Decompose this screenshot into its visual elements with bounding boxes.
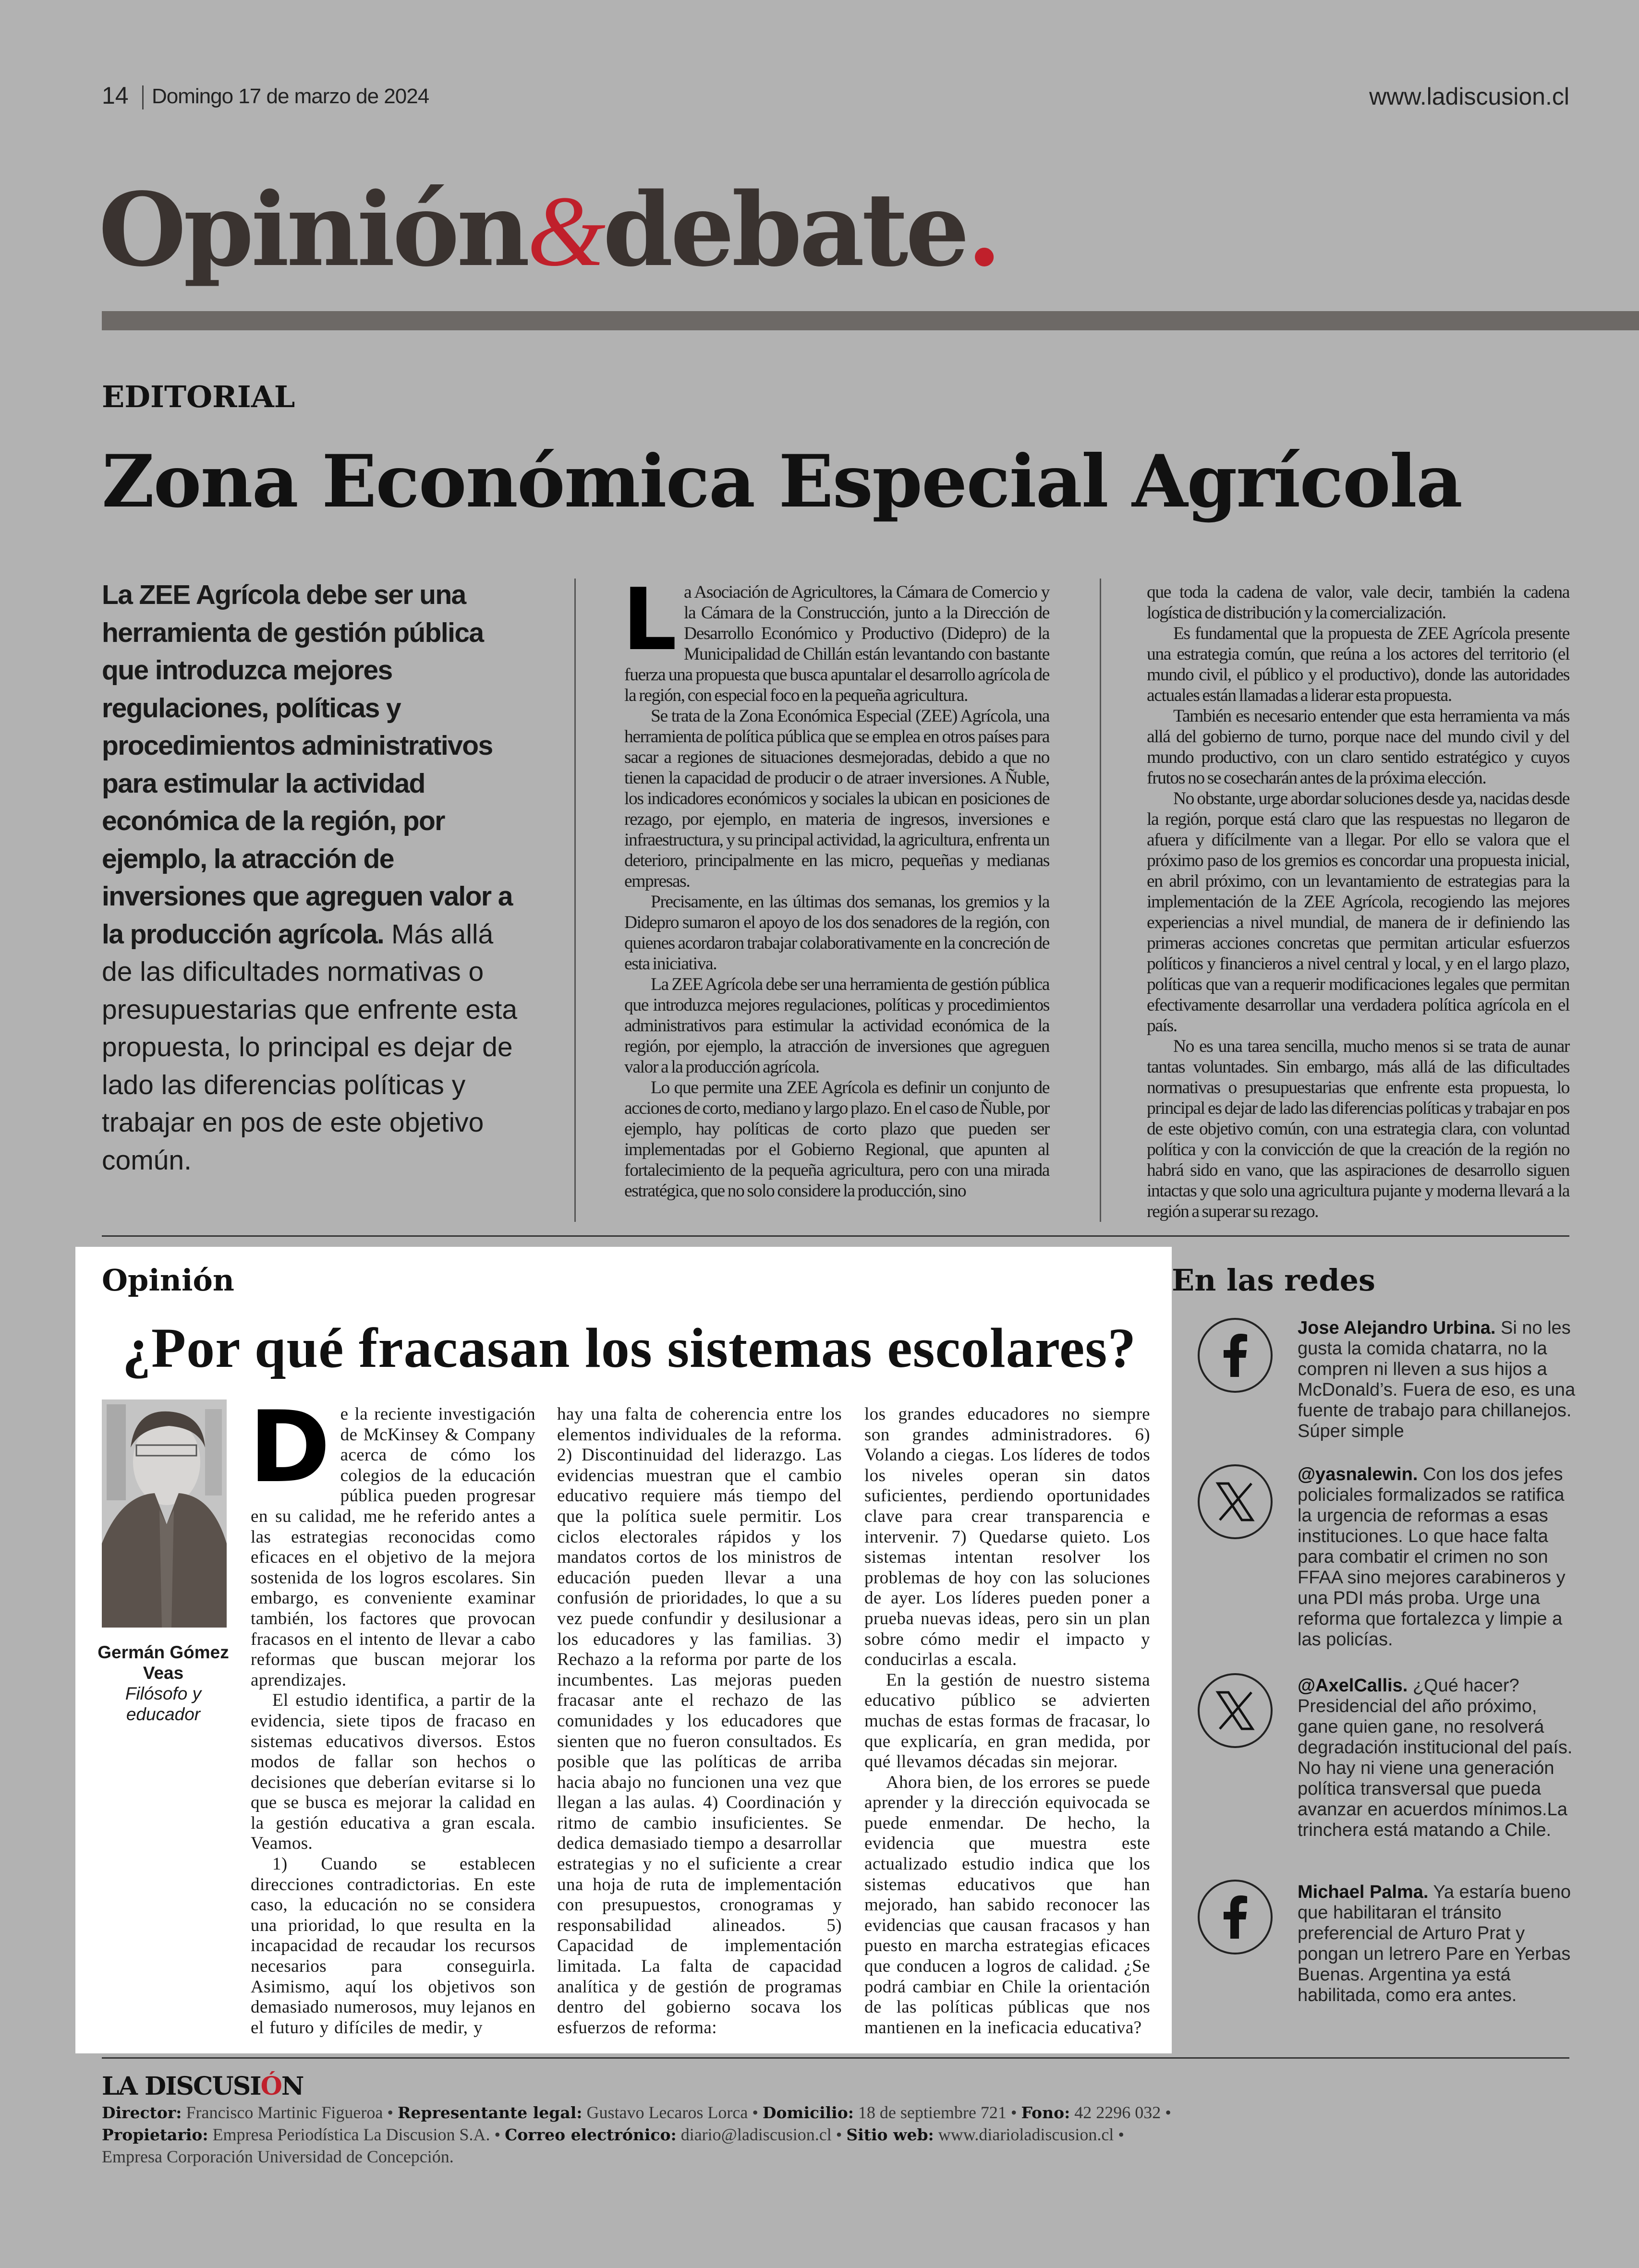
- paragraph: Es fundamental que la propuesta de ZEE Agrícola presente una estrategia común, que reúna a los actores del territorio (el mundo civil, el público y el productivo), donde las autoridades actuales están llamadas a liderar esta propuesta.: [1147, 624, 1569, 705]
- email-link[interactable]: diario@ladiscusion.cl: [680, 2125, 832, 2144]
- footer-credits-line-1: Director: Francisco Martinic Figueroa • Representante legal: Gustavo Lecaros Lorca • Domicilio: 18 de septiembre 721 • Fono: 42 2296 032 •: [102, 2103, 1171, 2122]
- opinion-column-1: [249, 1390, 535, 2038]
- owner: Empresa Periodística La Discusion S.A.: [212, 2125, 490, 2144]
- legal-rep: Gustavo Lecaros Lorca: [586, 2103, 748, 2122]
- footer-credits-line-2: Propietario: Empresa Periodística La Discusion S.A. • Correo electrónico: diario@ladiscusion.cl • Sitio web: www.diarioladiscusion.cl •: [102, 2125, 1124, 2144]
- header-divider: [142, 85, 144, 109]
- post-author: Michael Palma.: [1298, 1882, 1429, 1902]
- paragraph: No obstante, urge abordar soluciones desde ya, nacidas desde la región, porque está claro que las respuestas no llegaron de afuera y difícilmente van a llegar. Por ello se valora que el próximo paso de los gremios es concordar una propuesta inicial, en abril próximo, con un levantamiento de estrategias para la implementación de la ZEE Agrícola, recogiendo las mejores experiencias a nivel mundial, de manera de ir definiendo las primeras acciones concretas que permitan articular esfuerzos políticos y financieros a nivel central y local, y en el largo plazo, políticas que van a requerir modificaciones legales que permitan efectivamente desarrollar una verdadera política agrícola en el país.: [1147, 789, 1569, 1036]
- x-icon[interactable]: [1198, 1673, 1273, 1748]
- paragraph: e la reciente investigación de McKinsey & Company acerca de cómo los colegios de la educación pública pueden progresar en su calidad, me he referido antes a las estrategias reconocidas como eficaces en el objetivo de la mejora sostenida de los logros escolares. Sin embargo, es conveniente examinar también, los factores que provocan fracasos en el intento de llevar a cabo reformas que buscan mejorar los aprendizajes.: [251, 1404, 535, 1690]
- social-post: [1298, 1464, 1581, 1650]
- opinion-column-3: [864, 1404, 1150, 2038]
- column-divider: [1100, 579, 1101, 1222]
- author-byline: [91, 1642, 235, 1725]
- paragraph: a Asociación de Agricultores, la Cámara de Comercio y la Cámara de la Construcción, junto a la Dirección de Desarrollo Económico y Productivo (Didepro) de la Municipalidad de Chillán están levantando con bastante fuerza una propuesta que busca apuntalar el desarrollo agrícola de la región, con especial foco en la pequeña agricultura.: [624, 582, 1049, 705]
- paragraph: los grandes educadores no siempre son grandes administradores. 6) Volando a ciegas. Los líderes de todos los niveles operan sin datos suficientes, perdiendo oportunidades clave para crear transparencia e intervenir. 7) Quedarse quieto. Los sistemas intentan resolver los problemas de hoy con las soluciones de ayer. Los líderes pueden poner a prueba nuevas ideas, pero sin un plan sobre cómo medir el impacto y conducirlas a escala.: [864, 1404, 1150, 1670]
- paragraph: hay una falta de coherencia entre los elementos individuales de la reforma. 2) Discontinuidad del liderazgo. Las evidencias muestran que el cambio educativo requiere más tiempo del que la política suele permitir. Los ciclos electorales rápidos y los mandatos cortos de los ministros de educación pueden llevar a una confusión de prioridades, lo que a su vez puede confundir y desilusionar a los educadores y las familias. 3) Rechazo a la reforma por parte de los incumbentes. Las mejoras pueden fracasar ante el rechazo de las comunidades y los educadores que sienten que no fueron consultados. Es posible que las políticas de arriba hacia abajo no funcionen una vez que llegan a las aulas. 4) Coordinación y ritmo de cambio insuficientes. Se dedica demasiado tiempo a desarrollar estrategias y no el suficiente a crear una hoja de ruta de implementación con presupuestos, cronogramas y responsabilidad alineados. 5) Capacidad de implementación limitada. La falta de capacidad analítica y de gestión de programas dentro del gobierno socava los esfuerzos de reforma:: [557, 1404, 842, 2038]
- paragraph: 1) Cuando se establecen direcciones contradictorias. En este caso, la educación no se considera una prioridad, lo que resulta en la incapacidad de recaudar los recursos necesarios para conseguirla. Asimismo, aquí los objetivos son demasiado numerosos, muy lejanos en el futuro y difíciles de medir, y: [251, 1854, 535, 2038]
- website-link[interactable]: www.diarioladiscusion.cl: [938, 2125, 1114, 2144]
- paragraph: La ZEE Agrícola debe ser una herramienta de gestión pública que introduzca mejores regulaciones, políticas y procedimientos administrativos para estimular la actividad económica de la región, por ejemplo, la atracción de inversiones que agreguen valor a la producción agrícola.: [624, 975, 1049, 1077]
- paragraph: Se trata de la Zona Económica Especial (ZEE) Agrícola, una herramienta de política pública que se emplea en otros países para sacar a regiones de situaciones desmejoradas, debido a que no tienen la capacidad de producir o de atraer inversiones. A Ñuble, los indicadores económicos y sociales la ubican en posiciones de rezago, por ejemplo, en materia de ingresos, inversiones e infraestructura, y su principal actividad, la agricultura, enfrenta un deterioro, principalmente en las micro, pequeñas y medianas empresas.: [624, 706, 1049, 891]
- issue-date: Domingo 17 de marzo de 2024: [152, 84, 429, 108]
- editorial-lede: [102, 576, 524, 1179]
- masthead-part1: Opinión: [98, 170, 527, 289]
- facebook-icon[interactable]: [1198, 1880, 1273, 1954]
- newspaper-logo: [102, 2072, 303, 2101]
- post-author: @AxelCallis.: [1298, 1676, 1408, 1696]
- facebook-icon[interactable]: [1198, 1318, 1273, 1393]
- logo-accent: Ó: [260, 2072, 281, 2101]
- author-role: Filósofo y educador: [125, 1684, 202, 1724]
- author-photo: [102, 1399, 227, 1628]
- label: Propietario:: [102, 2125, 208, 2144]
- phone: 42 2296 032: [1074, 2103, 1161, 2122]
- social-section-title: En las redes: [1172, 1263, 1375, 1298]
- paragraph: Ahora bien, de los errores se puede aprender y la dirección equivocada se puede enmendar. De hecho, la evidencia que muestra este actualizado estudio indica que los sistemas educativos que han mejorado, han sabido reconocer las evidencias que causan fracasos y han puesto en marcha estrategias eficaces que conducen a logros de calidad. ¿Se podrá cambiar en Chile la orientación de las políticas públicas que nos mantienen en la ineficacia educativa?: [864, 1772, 1150, 2038]
- x-icon[interactable]: [1198, 1464, 1273, 1539]
- label: Sitio web:: [846, 2125, 934, 2144]
- masthead-part2: debate: [603, 170, 967, 289]
- lede-bold: La ZEE Agrícola debe ser una herramienta de gestión pública que introduzca mejores regulaciones, políticas y procedimientos administrativos para estimular la actividad económica de la región, por ejemplo, la atracción de inversiones que agreguen valor a la producción agrícola.: [102, 579, 512, 950]
- logo-text-end: N: [281, 2072, 304, 2101]
- editorial-title: Zona Económica Especial Agrícola: [102, 439, 1462, 524]
- address: 18 de septiembre 721: [858, 2103, 1007, 2122]
- post-author: Jose Alejandro Urbina.: [1298, 1318, 1496, 1338]
- social-post: [1298, 1882, 1581, 2006]
- post-text: ¿Qué hacer? Presidencial del año próximo, gane quien gane, no resolverá degradación institucional del país. No hay ni viene una generación política transversal que pueda avanzar en acuerdos mínimos.La trinchera está matando a Chile.: [1298, 1676, 1573, 1840]
- drop-cap: D: [249, 1390, 331, 1505]
- post-text: Ya estaría bueno que habilitaran el tránsito preferencial de Arturo Prat y pongan un letrero Pare en Yerbas Buenas. Argentina ya está habilitada, como era antes.: [1298, 1882, 1571, 2005]
- masthead-rule: [102, 311, 1639, 330]
- lede-regular: Más allá de las dificultades normativas o presupuestarias que enfrente esta propuesta, lo principal es dejar de lado las diferencias políticas y trabajar en pos de este objetivo común.: [102, 918, 518, 1176]
- masthead-dot: .: [967, 170, 999, 289]
- social-post: [1298, 1676, 1581, 1841]
- footer-corporation: Empresa Corporación Universidad de Concepción.: [102, 2147, 454, 2166]
- paragraph: Lo que permite una ZEE Agrícola es definir un conjunto de acciones de corto, mediano y largo plazo. En el caso de Ñuble, por ejemplo, hay políticas de corto plazo que pueden ser implementadas por el Gobierno Regional, que apunten al fortalecimiento de la pequeña agricultura, pero con una mirada estratégica, que no solo considere la producción, sino: [624, 1078, 1049, 1201]
- website-link[interactable]: www.ladiscusion.cl: [1369, 83, 1569, 110]
- social-post: [1298, 1318, 1581, 1442]
- label: Director:: [102, 2103, 182, 2122]
- paragraph: que toda la cadena de valor, vale decir, también la cadena logística de distribución y la comercialización.: [1147, 582, 1569, 623]
- editorial-column-2: [622, 570, 1049, 1201]
- logo-text: LA DISCUSI: [102, 2072, 261, 2101]
- director: Francisco Martinic Figueroa: [186, 2103, 383, 2122]
- footer-rule: [102, 2057, 1569, 2059]
- editorial-column-3: [1147, 582, 1569, 1222]
- paragraph: El estudio identifica, a partir de la evidencia, siete tipos de fracaso en sistemas educativos diversos. Estos modos de fallar son hechos o decisiones que deberían evitarse si lo que se busca es mejorar la calidad en la gestión educativa a gran escala. Veamos.: [251, 1690, 535, 1854]
- label: Representante legal:: [397, 2103, 583, 2122]
- paragraph: También es necesario entender que esta herramienta va más allá del gobierno de turno, porque nace del mundo civil y del mundo productivo, con un claro sentido estratégico y cuyos frutos no se cosecharán antes de la próxima elección.: [1147, 706, 1569, 788]
- drop-cap: L: [622, 570, 677, 669]
- paragraph: Precisamente, en las últimas dos semanas, los gremios y la Didepro sumaron el apoyo de los dos senadores de la región, con quienes acordaron trabajar colaborativamente en la concreción de esta iniciativa.: [624, 892, 1049, 974]
- editorial-kicker: EDITORIAL: [102, 379, 295, 414]
- section-masthead: [98, 170, 999, 290]
- label: Fono:: [1021, 2103, 1070, 2122]
- opinion-title: ¿Por qué fracasan los sistemas escolares?: [122, 1316, 1137, 1379]
- opinion-column-2: [557, 1404, 842, 2038]
- post-author: @yasnalewin.: [1298, 1464, 1418, 1484]
- opinion-label: Opinión: [102, 1263, 234, 1298]
- label: Domicilio:: [762, 2103, 854, 2122]
- section-rule: [102, 1235, 1569, 1237]
- post-text: Con los dos jefes policiales formalizados se ratifica la urgencia de reformas a esas instituciones. Lo que hace falta para combatir el crimen no son FFAA sino mejores carabineros y una PDI más proba. Urge una reforma que fortalezca y limpie a las policías.: [1298, 1464, 1566, 1650]
- page-number: 14: [102, 82, 129, 109]
- post-text: Si no les gusta la comida chatarra, no la compren ni lleven a sus hijos a McDonald’s. Fuera de eso, es una fuente de trabajo para chillanejos. Súper simple: [1298, 1318, 1576, 1441]
- paragraph: No es una tarea sencilla, mucho menos si se trata de aunar tantas voluntades. Sin embargo, más allá de las dificultades normativas o presupuestarias que enfrente esta propuesta, lo principal es dejar de lado las diferencias políticas y trabajar en pos de este objetivo común, con una estrategia clara, con voluntad política y con la convicción de que la creación de la región no habrá sido en vano, que las aspiraciones de desarrollo siguen intactas y que solo una agricultura pujante y moderna llevará a la región a superar su rezago.: [1147, 1037, 1569, 1221]
- column-divider: [574, 579, 576, 1222]
- portrait-image: [102, 1399, 227, 1628]
- author-name: Germán Gómez Veas: [97, 1642, 229, 1683]
- paragraph: En la gestión de nuestro sistema educativo público se advierten muchas de estas formas de fracasar, lo que explicaría, en gran medida, por qué llevamos décadas sin mejorar.: [864, 1670, 1150, 1772]
- masthead-ampersand: &: [527, 176, 603, 287]
- label: Correo electrónico:: [505, 2125, 677, 2144]
